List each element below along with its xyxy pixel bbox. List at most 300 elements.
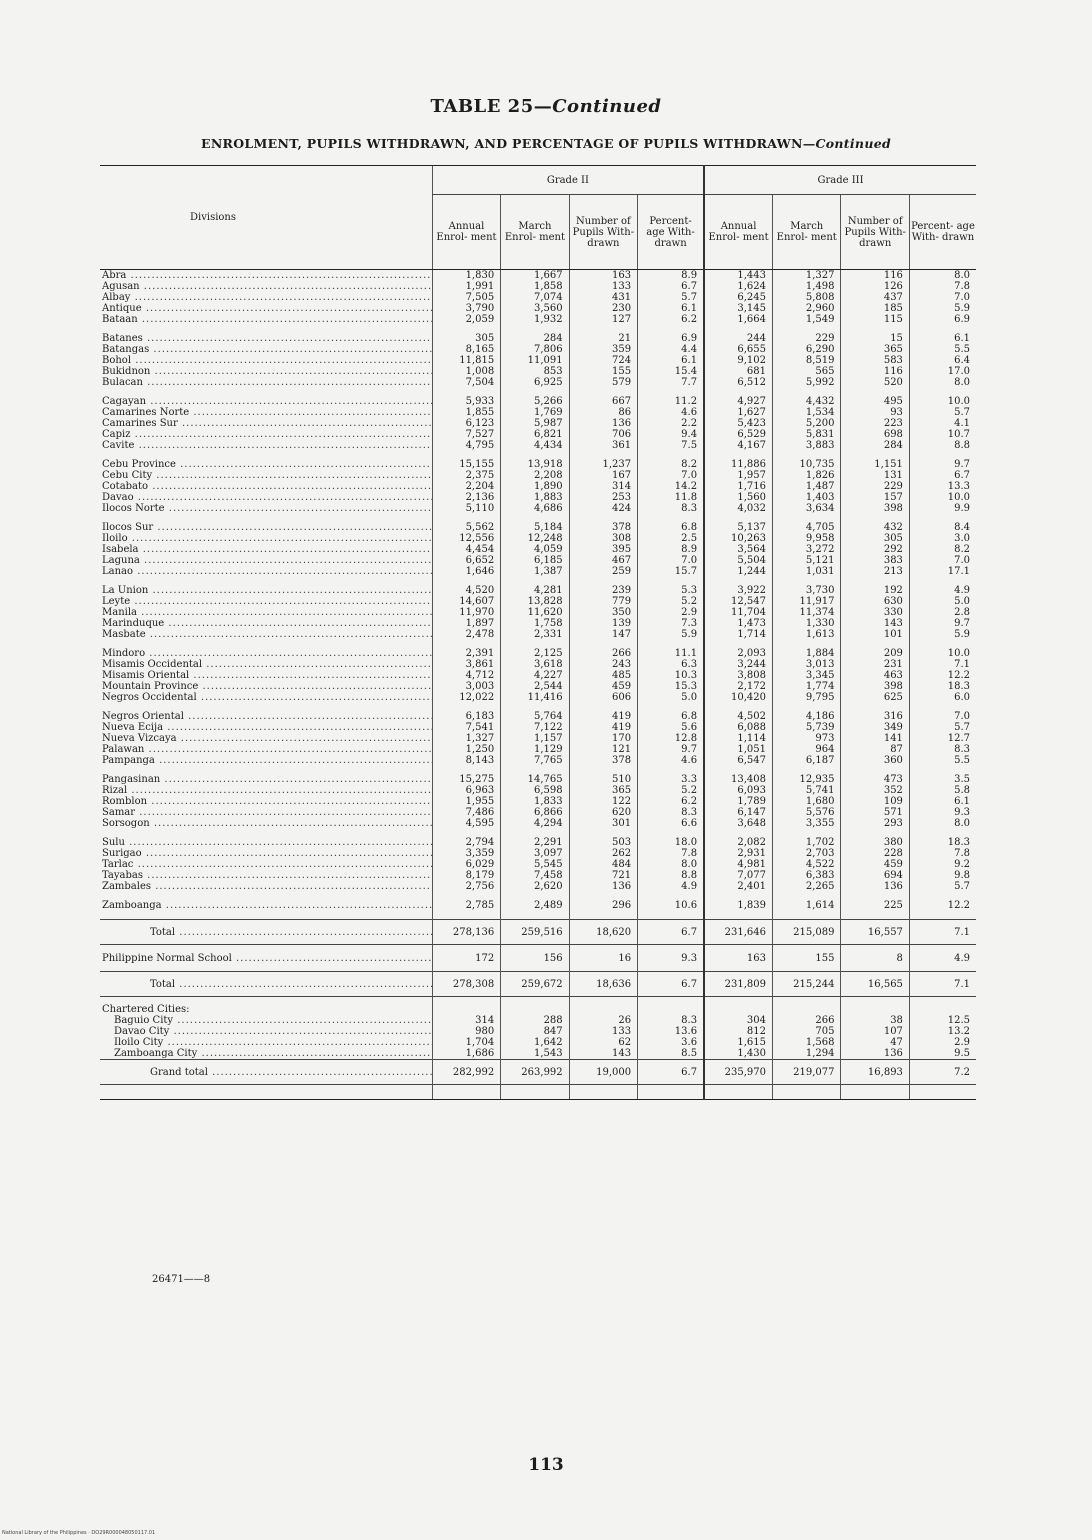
division-name: Iloilo .....	[100, 533, 432, 544]
spacer-cell	[773, 703, 841, 711]
value-cell: 8.0	[909, 270, 976, 282]
table-row	[100, 900, 976, 911]
spacer-cell	[100, 1085, 432, 1100]
spacer-cell	[432, 829, 500, 837]
division-name: La Union .....	[100, 585, 432, 596]
spacer-cell	[501, 997, 569, 1016]
spacer-cell	[704, 911, 772, 920]
value-cell: 133	[569, 1026, 637, 1037]
value-cell: 7.3	[638, 618, 704, 629]
spacer-cell	[638, 577, 704, 585]
division-name: Agusan .....	[100, 281, 432, 292]
spacer-cell	[432, 911, 500, 920]
division-name: Mindoro .....	[100, 648, 432, 659]
spacer-cell	[432, 997, 500, 1016]
value-cell: 330	[841, 607, 909, 618]
value-cell: 2,208	[501, 470, 569, 481]
value-cell: 305	[841, 533, 909, 544]
value-cell: 1,826	[773, 470, 841, 481]
spacer-cell	[638, 703, 704, 711]
table-row	[100, 270, 976, 282]
value-cell: 7.8	[909, 848, 976, 859]
value-cell: 583	[841, 355, 909, 366]
value-cell: 136	[569, 418, 637, 429]
value-cell: 3,145	[704, 303, 772, 314]
value-cell: 383	[841, 555, 909, 566]
value-cell: 163	[704, 945, 772, 972]
value-cell: 980	[432, 1026, 500, 1037]
value-cell: 7.1	[909, 972, 976, 997]
value-cell: 9.4	[638, 429, 704, 440]
spacer-cell	[501, 766, 569, 774]
value-cell: 4,032	[704, 503, 772, 514]
value-cell: 288	[501, 1015, 569, 1026]
value-cell: 136	[841, 1048, 909, 1060]
value-cell: 87	[841, 744, 909, 755]
value-cell: 1,327	[432, 733, 500, 744]
spacer-cell	[704, 829, 772, 837]
spacer-cell	[909, 766, 976, 774]
value-cell: 8.0	[638, 859, 704, 870]
value-cell: 6,529	[704, 429, 772, 440]
value-cell: 282,992	[432, 1060, 500, 1085]
value-cell: 3,808	[704, 670, 772, 681]
value-cell: 292	[841, 544, 909, 555]
value-cell: 5,184	[501, 522, 569, 533]
value-cell: 4,227	[501, 670, 569, 681]
value-cell: 18.0	[638, 837, 704, 848]
value-cell: 463	[841, 670, 909, 681]
value-cell: 1,932	[501, 314, 569, 325]
value-cell: 5.0	[909, 596, 976, 607]
value-cell: 7,765	[501, 755, 569, 766]
value-cell: 520	[841, 377, 909, 388]
value-cell: 6,512	[704, 377, 772, 388]
value-cell: 1,387	[501, 566, 569, 577]
value-cell: 5.9	[909, 629, 976, 640]
value-cell: 10.0	[909, 648, 976, 659]
value-cell: 16,557	[841, 920, 909, 945]
chartered-city-row	[100, 1048, 976, 1060]
spacer-cell	[569, 451, 637, 459]
value-cell: 12.8	[638, 733, 704, 744]
spacer-cell	[841, 829, 909, 837]
spacer-cell	[841, 892, 909, 900]
spacer-cell	[841, 640, 909, 648]
spacer-cell	[909, 325, 976, 333]
division-name: Baguio City .....	[100, 1015, 432, 1026]
value-cell: 172	[432, 945, 500, 972]
spacer-cell	[773, 829, 841, 837]
value-cell: 1,129	[501, 744, 569, 755]
spacer-cell	[569, 829, 637, 837]
value-cell: 259	[569, 566, 637, 577]
value-cell: 126	[841, 281, 909, 292]
division-name: Tayabas .....	[100, 870, 432, 881]
value-cell: 2,960	[773, 303, 841, 314]
table-row	[100, 859, 976, 870]
value-cell: 2,204	[432, 481, 500, 492]
value-cell: 116	[841, 270, 909, 282]
table-row	[100, 711, 976, 722]
value-cell: 3,922	[704, 585, 772, 596]
value-cell: 10,735	[773, 459, 841, 470]
value-cell: 8,143	[432, 755, 500, 766]
value-cell: 17.0	[909, 366, 976, 377]
spacer-cell	[501, 640, 569, 648]
value-cell: 6.8	[638, 522, 704, 533]
division-name: Cagayan .....	[100, 396, 432, 407]
value-cell: 3,883	[773, 440, 841, 451]
value-cell: 8.4	[909, 522, 976, 533]
value-cell: 143	[841, 618, 909, 629]
spacer-cell	[432, 640, 500, 648]
value-cell: 3,355	[773, 818, 841, 829]
value-cell: 9.3	[638, 945, 704, 972]
value-cell: 7,504	[432, 377, 500, 388]
value-cell: 5,933	[432, 396, 500, 407]
value-cell: 7,505	[432, 292, 500, 303]
value-cell: 1,051	[704, 744, 772, 755]
value-cell: 437	[841, 292, 909, 303]
value-cell: 3,359	[432, 848, 500, 859]
value-cell: 235,970	[704, 1060, 772, 1085]
value-cell: 314	[569, 481, 637, 492]
value-cell: 7.8	[638, 848, 704, 859]
division-name: Cebu City .....	[100, 470, 432, 481]
spacer-cell	[100, 577, 432, 585]
value-cell: 6.9	[909, 314, 976, 325]
value-cell: 6.7	[638, 920, 704, 945]
value-cell: 12,935	[773, 774, 841, 785]
value-cell: 266	[569, 648, 637, 659]
spacer-cell	[638, 997, 704, 1016]
value-cell: 973	[773, 733, 841, 744]
value-cell: 225	[841, 900, 909, 911]
spacer-cell	[569, 514, 637, 522]
value-cell: 3.0	[909, 533, 976, 544]
value-cell: 7.0	[638, 470, 704, 481]
value-cell: 9.7	[909, 618, 976, 629]
value-cell: 1,664	[704, 314, 772, 325]
value-cell: 3,003	[432, 681, 500, 692]
division-name: Grand total .....	[100, 1060, 432, 1085]
division-name: Lanao .....	[100, 566, 432, 577]
value-cell: 2,489	[501, 900, 569, 911]
value-cell: 10.0	[909, 492, 976, 503]
spacer-cell	[100, 766, 432, 774]
value-cell: 1,830	[432, 270, 500, 282]
chartered-heading: Chartered Cities:	[102, 1004, 190, 1015]
value-cell: 185	[841, 303, 909, 314]
value-cell: 1,884	[773, 648, 841, 659]
spacer-cell	[909, 997, 976, 1016]
value-cell: 12,547	[704, 596, 772, 607]
value-cell: 1,897	[432, 618, 500, 629]
spacer-cell	[638, 911, 704, 920]
value-cell: 107	[841, 1026, 909, 1037]
table-row	[100, 733, 976, 744]
table-row	[100, 292, 976, 303]
spacer-cell	[773, 766, 841, 774]
value-cell: 10,420	[704, 692, 772, 703]
g2-percent-header: Percent- age With- drawn	[638, 195, 704, 270]
value-cell: 8.2	[638, 459, 704, 470]
value-cell: 262	[569, 848, 637, 859]
g2-march-header: March Enrol- ment	[501, 195, 569, 270]
value-cell: 620	[569, 807, 637, 818]
value-cell: 8.0	[909, 377, 976, 388]
value-cell: 847	[501, 1026, 569, 1037]
value-cell: 127	[569, 314, 637, 325]
value-cell: 398	[841, 681, 909, 692]
spacer-cell	[704, 703, 772, 711]
value-cell: 8.5	[638, 1048, 704, 1060]
value-cell: 6,655	[704, 344, 772, 355]
spacer-cell	[841, 997, 909, 1016]
value-cell: 349	[841, 722, 909, 733]
value-cell: 565	[773, 366, 841, 377]
value-cell: 122	[569, 796, 637, 807]
value-cell: 2,291	[501, 837, 569, 848]
value-cell: 3,097	[501, 848, 569, 859]
value-cell: 459	[569, 681, 637, 692]
table-row	[100, 418, 976, 429]
value-cell: 7,074	[501, 292, 569, 303]
value-cell: 5.9	[638, 629, 704, 640]
value-cell: 7.0	[638, 555, 704, 566]
value-cell: 147	[569, 629, 637, 640]
value-cell: 223	[841, 418, 909, 429]
value-cell: 14,607	[432, 596, 500, 607]
value-cell: 5.6	[638, 722, 704, 733]
value-cell: 2,401	[704, 881, 772, 892]
division-name: Zamboanga City .....	[100, 1048, 432, 1060]
value-cell: 3.6	[638, 1037, 704, 1048]
value-cell: 38	[841, 1015, 909, 1026]
value-cell: 3,618	[501, 659, 569, 670]
chartered-heading-row	[100, 997, 976, 1016]
table-row	[100, 818, 976, 829]
value-cell: 1,114	[704, 733, 772, 744]
value-cell: 503	[569, 837, 637, 848]
spacer-cell	[432, 388, 500, 396]
value-cell: 1,151	[841, 459, 909, 470]
value-cell: 1,957	[704, 470, 772, 481]
value-cell: 10.0	[909, 396, 976, 407]
value-cell: 1,991	[432, 281, 500, 292]
chartered-city-row	[100, 1015, 976, 1026]
value-cell: 1,430	[704, 1048, 772, 1060]
value-cell: 2,093	[704, 648, 772, 659]
value-cell: 7,527	[432, 429, 500, 440]
value-cell: 7,458	[501, 870, 569, 881]
spacer-cell	[432, 577, 500, 585]
value-cell: 1,646	[432, 566, 500, 577]
value-cell: 1,330	[773, 618, 841, 629]
division-name: Antique .....	[100, 303, 432, 314]
value-cell: 139	[569, 618, 637, 629]
division-name: Davao .....	[100, 492, 432, 503]
value-cell: 380	[841, 837, 909, 848]
spacer-cell	[569, 577, 637, 585]
spacer-cell	[501, 577, 569, 585]
value-cell: 1,560	[704, 492, 772, 503]
value-cell: 230	[569, 303, 637, 314]
spacer-cell	[773, 911, 841, 920]
value-cell: 4.9	[909, 945, 976, 972]
table-body	[100, 270, 976, 1100]
division-name: Marinduque .....	[100, 618, 432, 629]
value-cell: 1,614	[773, 900, 841, 911]
spacer-cell	[638, 640, 704, 648]
table-row	[100, 355, 976, 366]
value-cell: 231	[841, 659, 909, 670]
spacer-cell	[841, 766, 909, 774]
value-cell: 8.3	[638, 807, 704, 818]
value-cell: 15.7	[638, 566, 704, 577]
value-cell: 5,992	[773, 377, 841, 388]
division-name: Ilocos Norte .....	[100, 503, 432, 514]
table-row	[100, 440, 976, 451]
value-cell: 424	[569, 503, 637, 514]
division-name: Camarines Sur .....	[100, 418, 432, 429]
value-cell: 6,290	[773, 344, 841, 355]
value-cell: 2,172	[704, 681, 772, 692]
value-cell: 2,125	[501, 648, 569, 659]
spacer-row	[100, 766, 976, 774]
spacer-cell	[841, 577, 909, 585]
division-name: Pampanga .....	[100, 755, 432, 766]
value-cell: 6.8	[638, 711, 704, 722]
division-name: Cebu Province .....	[100, 459, 432, 470]
division-name: Isabela .....	[100, 544, 432, 555]
value-cell: 1,549	[773, 314, 841, 325]
value-cell: 6,652	[432, 555, 500, 566]
value-cell: 5,137	[704, 522, 772, 533]
value-cell: 5.3	[638, 585, 704, 596]
spacer-cell	[100, 640, 432, 648]
value-cell: 5.9	[909, 303, 976, 314]
value-cell: 6.4	[909, 355, 976, 366]
value-cell: 15	[841, 333, 909, 344]
value-cell: 155	[569, 366, 637, 377]
value-cell: 606	[569, 692, 637, 703]
value-cell: 1,883	[501, 492, 569, 503]
value-cell: 7,122	[501, 722, 569, 733]
value-cell: 9.3	[909, 807, 976, 818]
table-row	[100, 555, 976, 566]
value-cell: 26	[569, 1015, 637, 1026]
division-name: Tarlac .....	[100, 859, 432, 870]
grade-ii-header: Grade II	[432, 166, 704, 195]
value-cell: 6,245	[704, 292, 772, 303]
value-cell: 3,634	[773, 503, 841, 514]
value-cell: 1,534	[773, 407, 841, 418]
value-cell: 213	[841, 566, 909, 577]
division-name: Rizal .....	[100, 785, 432, 796]
value-cell: 350	[569, 607, 637, 618]
value-cell: 1,157	[501, 733, 569, 744]
spacer-cell	[704, 1085, 772, 1100]
spacer-cell	[841, 325, 909, 333]
table-row	[100, 870, 976, 881]
table-row	[100, 881, 976, 892]
spacer-row	[100, 829, 976, 837]
table-row	[100, 314, 976, 325]
value-cell: 6.1	[638, 303, 704, 314]
value-cell: 6.7	[638, 1060, 704, 1085]
value-cell: 6.1	[909, 796, 976, 807]
spacer-cell	[100, 514, 432, 522]
value-cell: 2,756	[432, 881, 500, 892]
table-row	[100, 544, 976, 555]
value-cell: 5,576	[773, 807, 841, 818]
value-cell: 1,839	[704, 900, 772, 911]
spacer-cell	[773, 577, 841, 585]
value-cell: 1,858	[501, 281, 569, 292]
divisions-header: Divisions	[100, 166, 432, 270]
value-cell: 510	[569, 774, 637, 785]
value-cell: 11,374	[773, 607, 841, 618]
table-row	[100, 681, 976, 692]
division-name: Davao City .....	[100, 1026, 432, 1037]
chartered-city-row	[100, 1026, 976, 1037]
value-cell: 1,686	[432, 1048, 500, 1060]
spacer-cell	[638, 766, 704, 774]
value-cell: 18.3	[909, 837, 976, 848]
value-cell: 9.2	[909, 859, 976, 870]
subtitle-continued: Continued	[815, 136, 891, 151]
value-cell: 1,627	[704, 407, 772, 418]
value-cell: 432	[841, 522, 909, 533]
value-cell: 229	[841, 481, 909, 492]
value-cell: 4,432	[773, 396, 841, 407]
division-name: Surigao .....	[100, 848, 432, 859]
value-cell: 116	[841, 366, 909, 377]
spacer-cell	[909, 577, 976, 585]
table-row	[100, 629, 976, 640]
spacer-cell	[704, 325, 772, 333]
value-cell: 3,244	[704, 659, 772, 670]
value-cell: 1,443	[704, 270, 772, 282]
spacer-cell	[100, 451, 432, 459]
spacer-cell	[100, 325, 432, 333]
page-number: 113	[528, 1455, 564, 1475]
table-row	[100, 366, 976, 377]
value-cell: 15.3	[638, 681, 704, 692]
value-cell: 9.9	[909, 503, 976, 514]
value-cell: 259,672	[501, 972, 569, 997]
value-cell: 8.3	[638, 1015, 704, 1026]
value-cell: 2,478	[432, 629, 500, 640]
value-cell: 419	[569, 711, 637, 722]
value-cell: 13,828	[501, 596, 569, 607]
value-cell: 6,598	[501, 785, 569, 796]
value-cell: 6,183	[432, 711, 500, 722]
value-cell: 459	[841, 859, 909, 870]
value-cell: 7,077	[704, 870, 772, 881]
division-name: Pangasinan .....	[100, 774, 432, 785]
value-cell: 6.7	[638, 281, 704, 292]
table-row	[100, 503, 976, 514]
value-cell: 9.8	[909, 870, 976, 881]
value-cell: 1,498	[773, 281, 841, 292]
value-cell: 6.0	[909, 692, 976, 703]
spacer-cell	[432, 766, 500, 774]
chartered-city-row	[100, 1037, 976, 1048]
division-name: Sorsogon .....	[100, 818, 432, 829]
